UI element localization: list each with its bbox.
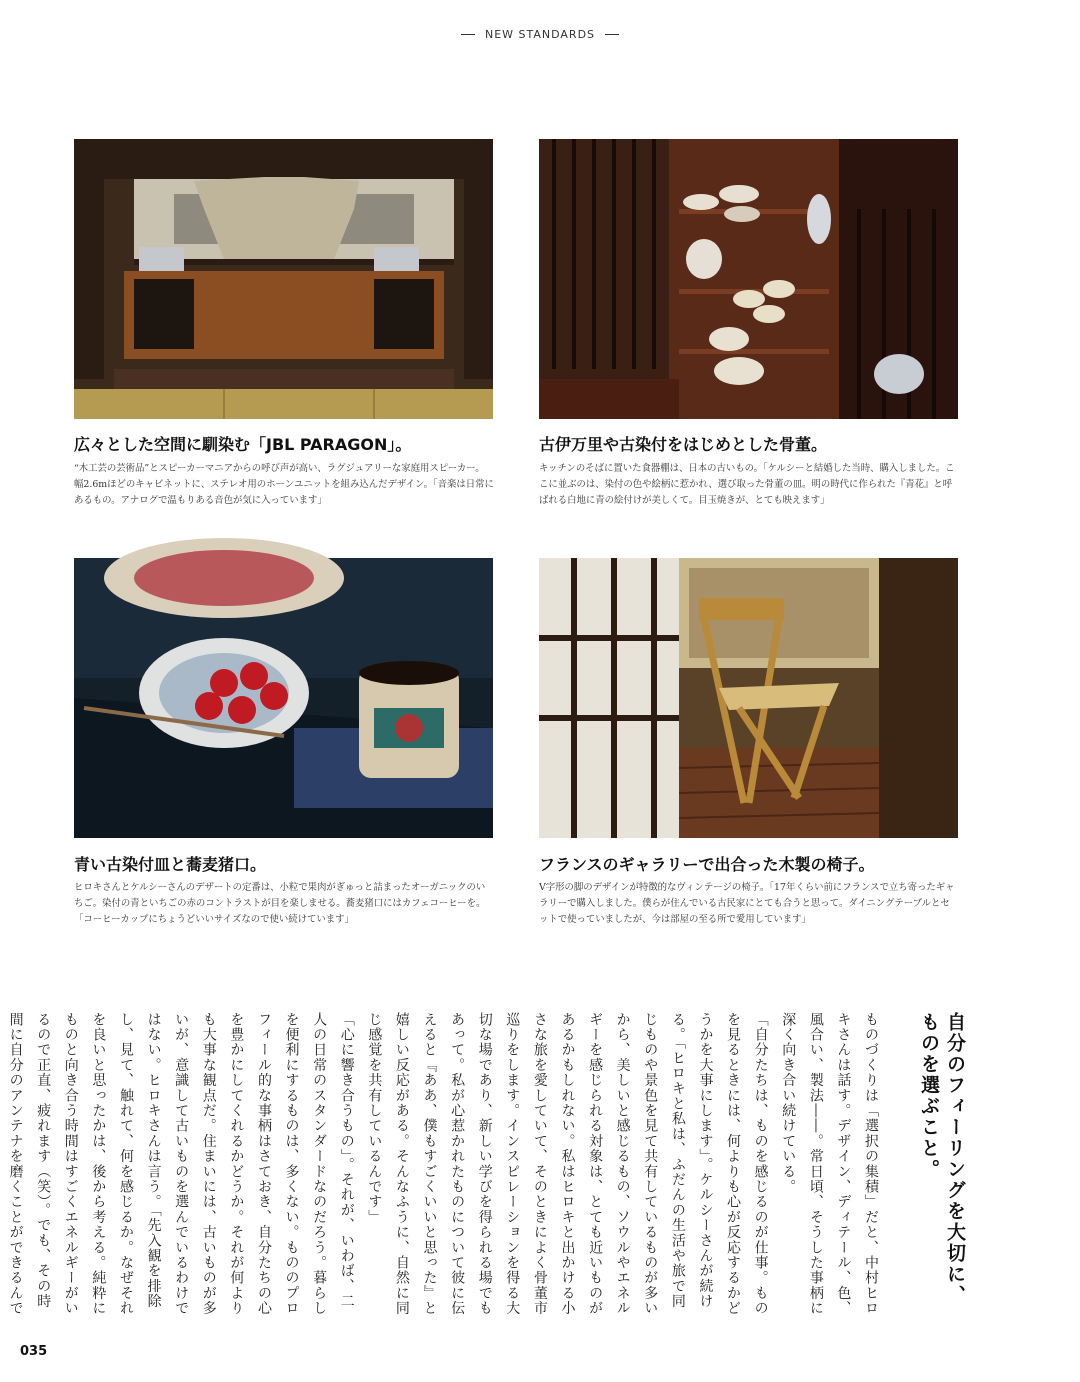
caption-body-ceramics: キッチンのそばに置いた食器棚は、日本の古いもの。「ケルシーと結婚した当時、購入しました。ここに並ぶのは、染付の色や絵柄に惹かれ、選び取った骨董の皿。明の時代に作られた『青花』と呼ばれる白地に青の絵付けが美しくて。目玉焼きが、とても映えます」 [539, 463, 955, 506]
article-paragraph: 「心に響き合うもの」。それが、いわば、二人の日常のスタンダードなのだろう。暮らしを便利にするものは、多くない。もののプロフィール的な事柄はさておき、自分たちの心を豊かにしてくれるかどうか。それが何よりも大事な観点だ。住まいには、古いものが多いが、意識して古いものを選んでいるわけではない。ヒロキさんは言う。「先入観を排除し、見て、触れて、何を感じるか。なぜそれを良いと思ったかは、後から考える。純粋にものと向き合う時間はすごくエネルギーがいるので正直、疲れます（笑）。でも、その時間に自分のアンテナを磨くことができるんで [7, 1012, 355, 1316]
article-paragraph: ものづくりは「選択の集積」だと、中村ヒロキさんは話す。デザイン、ディテール、色、風合い、製法――。常日頃、そうした事柄に深く向き合い続けている。 [780, 1012, 879, 1316]
photo-wooden-chair [539, 558, 958, 838]
caption-body-chair: V字形の脚のデザインが特徴的なヴィンテージの椅子。「17年くらい前にフランスで立ち寄ったギャラリーで購入しました。僕らが住んでいる古民家にとても合うと思って。ダイニングテーブルとセットで使っていましたが、今は部屋の至る所で愛用しています」 [539, 882, 955, 925]
section-label [0, 28, 1080, 41]
caption-body-raspberries: ヒロキさんとケルシーさんのデザートの定番は、小粒で果肉がぎゅっと詰まったオーガニックのいちご。染付の青といちごの赤のコントラストが目を楽しませる。蕎麦猪口にはカフェコーヒーを。「コーヒーカップにちょうどいいサイズなので使い続けています」 [74, 882, 486, 925]
caption-title-jbl: 広々とした空間に馴染む「JBL PARAGON」。 [74, 435, 412, 454]
photo-raspberries-cup [74, 558, 493, 838]
caption-title-chair: フランスのギャラリーで出合った木製の椅子。 [539, 855, 875, 874]
page-number: 035 [20, 1344, 48, 1359]
photo-ceramics-cabinet [539, 139, 958, 419]
label-rule-left [461, 34, 475, 35]
article-body [7, 1012, 884, 1318]
caption-body-jbl: “木工芸の芸術品”とスピーカーマニアからの呼び声が高い、ラグジュアリーな家庭用スピーカー。幅2.6mほどのキャビネットに、ステレオ用のホーンユニットを組み込んだデザイン。「音楽は日常にあるもの。アナログで温もりある音色が気に入っています」 [74, 463, 494, 506]
label-rule-right [605, 34, 619, 35]
article-headline: 自分のフィーリングを大切に、ものを選ぶこと。 [918, 1012, 966, 1306]
caption-title-ceramics: 古伊万里や古染付をはじめとした骨董。 [539, 435, 828, 454]
caption-title-raspberries: 青い古染付皿と蕎麦猪口。 [74, 855, 267, 874]
article-paragraph: 「自分たちは、ものを感じるのが仕事。ものを見るときには、何よりも心が反応するかどうかを大事にします」。ケルシーさんが続ける。「ヒロキと私は、ふだんの生活や旅で同じものや景色を見て共有しているものが多いから、美しいと感じるもの、ソウルやエネルギーを感じられる対象は、とても近いものがあるかもしれない。私はヒロキと出かける小さな旅を愛していて、そのときによく骨董市巡りをします。インスピレーションを得る大切な場であり、新しい学びを得られる場でもあって。私が心惹かれたものについて彼に伝えると『ああ、僕もすごくいいと思った』と嬉しい反応がある。そんなふうに、自然に同じ感覚を共有しているんです」 [366, 1012, 769, 1316]
section-label-text: NEW STANDARDS [484, 28, 596, 41]
photo-jbl-paragon [74, 139, 493, 419]
